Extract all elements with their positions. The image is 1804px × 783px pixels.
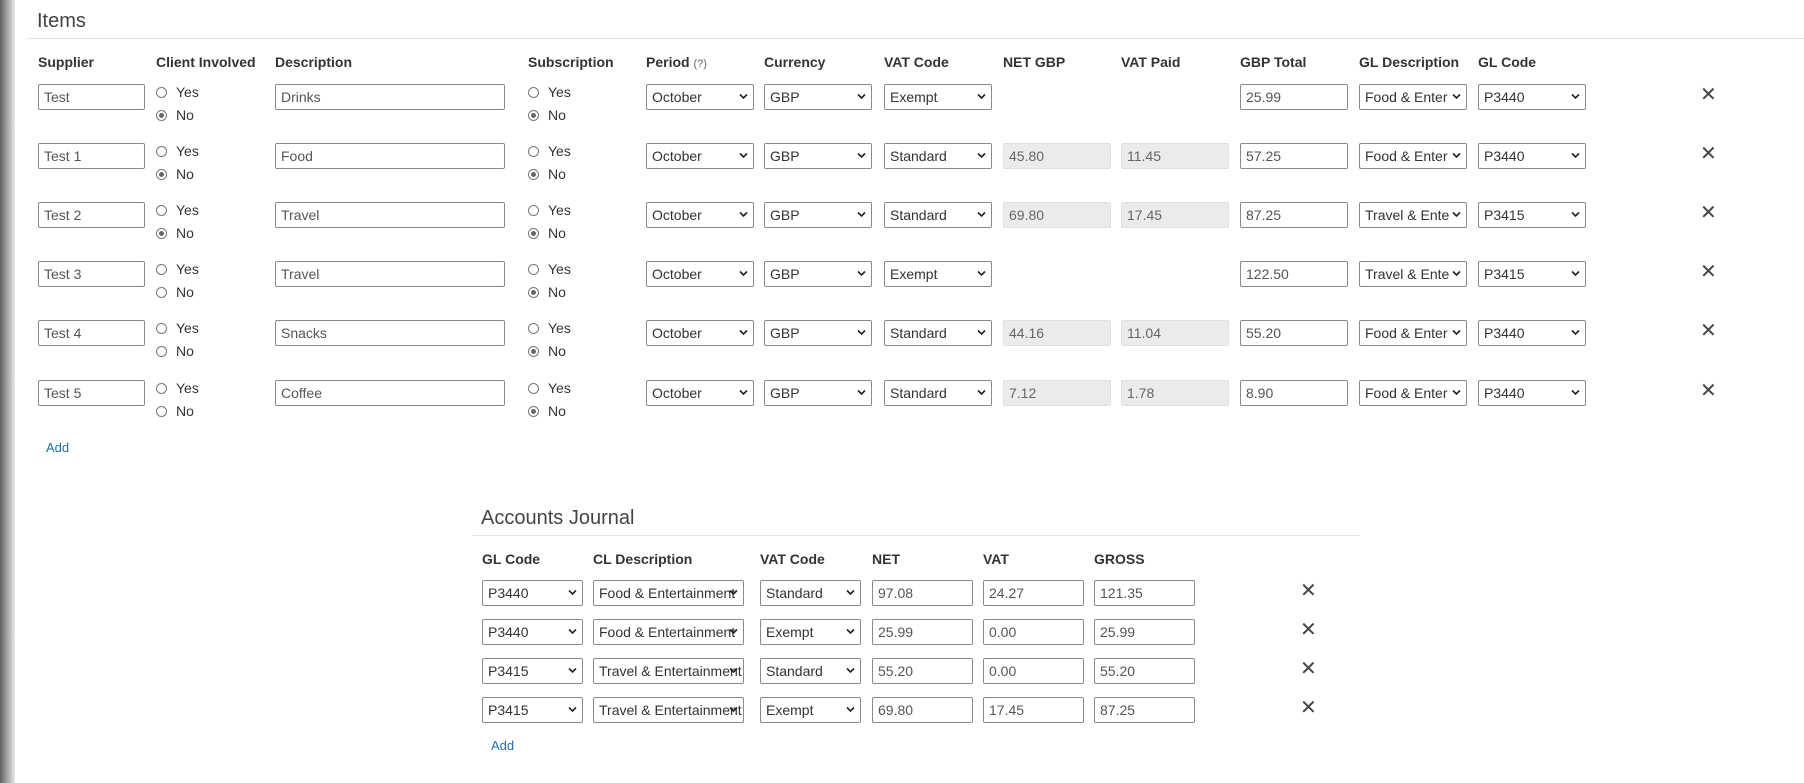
journal-cl-description-select[interactable] <box>593 619 744 645</box>
journal-vat-input[interactable]: 0.00 <box>983 658 1084 684</box>
gl-code-select-value: P3440 <box>1484 148 1525 164</box>
client-involved-radio-yes[interactable] <box>156 84 199 100</box>
radio-label: No <box>176 225 194 241</box>
radio-label: Yes <box>176 202 199 218</box>
client-involved-radio-no[interactable] <box>156 403 194 419</box>
col-period-label: Period <box>646 54 690 70</box>
col-net-gbp: NET GBP <box>1003 54 1066 70</box>
radio-button[interactable] <box>156 205 167 216</box>
gl-code-select[interactable] <box>1478 380 1586 406</box>
gl-description-select[interactable] <box>1359 84 1467 110</box>
gl-code-select-value: P3440 <box>1484 89 1525 105</box>
chevron-down-icon <box>1452 211 1461 218</box>
net-gbp-field[interactable]: 7.12 <box>1003 380 1111 406</box>
journal-vat-code-select[interactable] <box>760 580 861 606</box>
radio-button[interactable] <box>156 228 167 239</box>
journal-vat-input[interactable]: 24.27 <box>983 580 1084 606</box>
radio-label: No <box>176 284 194 300</box>
description-input[interactable]: Snacks <box>275 320 505 346</box>
currency-select[interactable] <box>764 202 872 228</box>
journal-gl-code-select-value: P3440 <box>488 585 529 601</box>
radio-button[interactable] <box>528 146 539 157</box>
journal-vat-input[interactable]: 0.00 <box>983 619 1084 645</box>
journal-vat-code-select[interactable] <box>760 658 861 684</box>
client-involved-radio-no[interactable] <box>156 225 194 241</box>
subscription-radio-yes[interactable] <box>528 380 571 396</box>
gbp-total-input[interactable]: 57.25 <box>1240 143 1348 169</box>
radio-label: Yes <box>548 202 571 218</box>
subscription-radio-no[interactable] <box>528 107 566 123</box>
chevron-down-icon <box>739 93 748 100</box>
gl-description-select[interactable] <box>1359 261 1467 287</box>
vat-code-select[interactable] <box>884 202 992 228</box>
vat-code-select-value: Standard <box>890 385 947 401</box>
currency-select-value: GBP <box>770 207 800 223</box>
chevron-down-icon <box>729 628 738 635</box>
net-gbp-field[interactable]: 45.80 <box>1003 143 1111 169</box>
currency-select-value: GBP <box>770 148 800 164</box>
chevron-down-icon <box>1452 152 1461 159</box>
subscription-radio-yes[interactable] <box>528 84 571 100</box>
vat-code-select[interactable] <box>884 261 992 287</box>
currency-select[interactable] <box>764 261 872 287</box>
chevron-down-icon <box>857 329 866 336</box>
period-select[interactable] <box>646 143 754 169</box>
gl-description-select-value: Food & Enter <box>1365 148 1448 164</box>
radio-button[interactable] <box>528 383 539 394</box>
radio-label: No <box>548 166 566 182</box>
chevron-down-icon <box>857 211 866 218</box>
journal-net-input[interactable]: 97.08 <box>872 580 973 606</box>
remove-journal-row-close-icon[interactable]: ✕ <box>1300 697 1317 719</box>
supplier-input[interactable]: Test 2 <box>38 202 145 228</box>
client-involved-radio-no[interactable] <box>156 166 194 182</box>
col-vat-paid: VAT Paid <box>1121 54 1181 70</box>
subscription-radio-yes[interactable] <box>528 320 571 336</box>
currency-select-value: GBP <box>770 266 800 282</box>
chevron-down-icon <box>568 589 577 596</box>
chevron-down-icon <box>977 152 986 159</box>
radio-button[interactable] <box>156 287 167 298</box>
col-gl-description: GL Description <box>1359 54 1460 70</box>
col-supplier: Supplier <box>38 54 95 70</box>
chevron-down-icon <box>977 93 986 100</box>
period-select[interactable] <box>646 380 754 406</box>
period-select-value: October <box>652 148 702 164</box>
journal-gl-code-select-value: P3440 <box>488 624 529 640</box>
chevron-down-icon <box>729 667 738 674</box>
journal-section-title: Accounts Journal <box>481 507 635 529</box>
col-subscription: Subscription <box>528 54 614 70</box>
gl-description-select[interactable] <box>1359 380 1467 406</box>
chevron-down-icon <box>568 667 577 674</box>
radio-button[interactable] <box>528 346 539 357</box>
remove-row-close-icon[interactable]: ✕ <box>1700 320 1717 342</box>
vat-code-select-value: Standard <box>890 148 947 164</box>
journal-vat-code-select[interactable] <box>760 619 861 645</box>
chevron-down-icon <box>739 270 748 277</box>
journal-col-gl-code: GL Code <box>482 551 541 567</box>
chevron-down-icon <box>846 667 855 674</box>
radio-label: No <box>548 403 566 419</box>
period-select-value: October <box>652 325 702 341</box>
currency-select-value: GBP <box>770 89 800 105</box>
period-select[interactable] <box>646 84 754 110</box>
radio-button[interactable] <box>156 110 167 121</box>
chevron-down-icon <box>729 706 738 713</box>
vat-paid-field[interactable]: 11.04 <box>1121 320 1229 346</box>
vat-code-select-value: Exempt <box>890 89 938 105</box>
chevron-down-icon <box>1452 329 1461 336</box>
radio-button[interactable] <box>528 205 539 216</box>
journal-vat-code-select[interactable] <box>760 697 861 723</box>
journal-gl-code-select[interactable] <box>482 697 583 723</box>
chevron-down-icon <box>846 628 855 635</box>
chevron-down-icon <box>1452 93 1461 100</box>
period-select-value: October <box>652 385 702 401</box>
radio-label: No <box>548 284 566 300</box>
subscription-radio-yes[interactable] <box>528 143 571 159</box>
journal-gross-input[interactable]: 55.20 <box>1094 658 1195 684</box>
period-help-hint[interactable]: (?) <box>693 58 707 70</box>
chevron-down-icon <box>857 152 866 159</box>
radio-button[interactable] <box>156 406 167 417</box>
gl-description-select[interactable] <box>1359 143 1467 169</box>
chevron-down-icon <box>739 329 748 336</box>
remove-row-close-icon[interactable]: ✕ <box>1700 143 1717 165</box>
period-select[interactable] <box>646 320 754 346</box>
journal-cl-description-select-value: Food & Entertainment <box>599 585 736 601</box>
chevron-down-icon <box>1571 270 1580 277</box>
remove-row-close-icon[interactable]: ✕ <box>1700 261 1717 283</box>
radio-button[interactable] <box>528 323 539 334</box>
items-add-link[interactable]: Add <box>46 440 70 455</box>
radio-button[interactable] <box>528 228 539 239</box>
vat-code-select[interactable] <box>884 143 992 169</box>
chevron-down-icon <box>977 270 986 277</box>
radio-button[interactable] <box>528 287 539 298</box>
chevron-down-icon <box>846 706 855 713</box>
radio-label: No <box>176 403 194 419</box>
radio-label: Yes <box>176 261 199 277</box>
radio-label: Yes <box>548 261 571 277</box>
journal-gl-code-select[interactable] <box>482 658 583 684</box>
chevron-down-icon <box>977 389 986 396</box>
chevron-down-icon <box>568 706 577 713</box>
gl-code-select-value: P3440 <box>1484 385 1525 401</box>
currency-select[interactable] <box>764 143 872 169</box>
journal-vat-code-select-value: Standard <box>766 585 823 601</box>
journal-col-vat-code: VAT Code <box>760 551 825 567</box>
radio-button[interactable] <box>156 264 167 275</box>
gl-description-select-value: Food & Enter <box>1365 325 1448 341</box>
journal-gl-code-select[interactable] <box>482 580 583 606</box>
gl-code-select[interactable] <box>1478 261 1586 287</box>
gbp-total-input[interactable]: 55.20 <box>1240 320 1348 346</box>
client-involved-radio-yes[interactable] <box>156 380 199 396</box>
col-gl-code: GL Code <box>1478 54 1537 70</box>
journal-vat-code-select-value: Standard <box>766 663 823 679</box>
vat-paid-field[interactable]: 11.45 <box>1121 143 1229 169</box>
gl-description-select-value: Food & Enter <box>1365 385 1448 401</box>
gbp-total-input[interactable]: 122.50 <box>1240 261 1348 287</box>
remove-journal-row-close-icon[interactable]: ✕ <box>1300 619 1317 641</box>
client-involved-radio-no[interactable] <box>156 107 194 123</box>
journal-col-cl-description: CL Description <box>593 551 693 567</box>
subscription-radio-yes[interactable] <box>528 202 571 218</box>
items-section-title: Items <box>37 10 86 32</box>
radio-button[interactable] <box>156 383 167 394</box>
radio-button[interactable] <box>528 110 539 121</box>
col-client-involved: Client Involved <box>156 54 256 70</box>
chevron-down-icon <box>1571 93 1580 100</box>
radio-label: Yes <box>176 380 199 396</box>
currency-select[interactable] <box>764 84 872 110</box>
journal-col-net: NET <box>872 551 900 567</box>
journal-gl-code-select[interactable] <box>482 619 583 645</box>
chevron-down-icon <box>1452 270 1461 277</box>
chevron-down-icon <box>568 628 577 635</box>
vat-code-select[interactable] <box>884 84 992 110</box>
vat-code-select-value: Standard <box>890 207 947 223</box>
currency-select[interactable] <box>764 320 872 346</box>
gl-description-select-value: Travel & Ente <box>1365 266 1450 282</box>
chevron-down-icon <box>1452 389 1461 396</box>
description-input[interactable]: Food <box>275 143 505 169</box>
gl-code-select[interactable] <box>1478 84 1586 110</box>
supplier-input[interactable]: Test 4 <box>38 320 145 346</box>
chevron-down-icon <box>1571 152 1580 159</box>
description-input[interactable]: Travel <box>275 202 505 228</box>
radio-button[interactable] <box>156 323 167 334</box>
radio-label: No <box>176 343 194 359</box>
radio-label: Yes <box>548 84 571 100</box>
gl-description-select-value: Food & Enter <box>1365 89 1448 105</box>
journal-cl-description-select[interactable] <box>593 658 744 684</box>
radio-button[interactable] <box>528 169 539 180</box>
client-involved-radio-no[interactable] <box>156 343 194 359</box>
vat-code-select-value: Exempt <box>890 266 938 282</box>
journal-cl-description-select-value: Travel & Entertainment <box>599 702 742 718</box>
radio-button[interactable] <box>156 346 167 357</box>
journal-vat-input[interactable]: 17.45 <box>983 697 1084 723</box>
radio-button[interactable] <box>528 87 539 98</box>
subscription-radio-no[interactable] <box>528 166 566 182</box>
gl-code-select[interactable] <box>1478 143 1586 169</box>
gl-description-select[interactable] <box>1359 320 1467 346</box>
vat-code-select[interactable] <box>884 380 992 406</box>
description-input[interactable]: Coffee <box>275 380 505 406</box>
gl-code-select-value: P3415 <box>1484 207 1525 223</box>
col-gbp-total: GBP Total <box>1240 54 1307 70</box>
period-select-value: October <box>652 266 702 282</box>
period-select[interactable] <box>646 202 754 228</box>
chevron-down-icon <box>739 211 748 218</box>
radio-label: No <box>176 107 194 123</box>
subscription-radio-no[interactable] <box>528 403 566 419</box>
currency-select-value: GBP <box>770 385 800 401</box>
journal-cl-description-select[interactable] <box>593 580 744 606</box>
vat-paid-field[interactable]: 1.78 <box>1121 380 1229 406</box>
client-involved-radio-yes[interactable] <box>156 143 199 159</box>
supplier-input[interactable]: Test 5 <box>38 380 145 406</box>
remove-journal-row-close-icon[interactable]: ✕ <box>1300 580 1317 602</box>
currency-select-value: GBP <box>770 325 800 341</box>
subscription-radio-no[interactable] <box>528 343 566 359</box>
chevron-down-icon <box>1571 389 1580 396</box>
subscription-radio-yes[interactable] <box>528 261 571 277</box>
journal-gross-input[interactable]: 25.99 <box>1094 619 1195 645</box>
supplier-input[interactable]: Test 3 <box>38 261 145 287</box>
chevron-down-icon <box>846 589 855 596</box>
radio-label: No <box>548 107 566 123</box>
journal-col-vat: VAT <box>983 551 1009 567</box>
journal-cl-description-select-value: Food & Entertainment <box>599 624 736 640</box>
journal-add-link[interactable]: Add <box>491 738 515 753</box>
gl-code-select[interactable] <box>1478 320 1586 346</box>
client-involved-radio-no[interactable] <box>156 284 194 300</box>
journal-vat-code-select-value: Exempt <box>766 624 814 640</box>
period-select[interactable] <box>646 261 754 287</box>
gl-description-select[interactable] <box>1359 202 1467 228</box>
radio-label: Yes <box>548 380 571 396</box>
chevron-down-icon <box>857 389 866 396</box>
radio-label: No <box>548 343 566 359</box>
journal-cl-description-select-value: Travel & Entertainment <box>599 663 742 679</box>
subscription-radio-no[interactable] <box>528 284 566 300</box>
supplier-input[interactable]: Test 1 <box>38 143 145 169</box>
col-vat-code: VAT Code <box>884 54 949 70</box>
journal-gross-input[interactable]: 87.25 <box>1094 697 1195 723</box>
radio-label: Yes <box>176 143 199 159</box>
currency-select[interactable] <box>764 380 872 406</box>
radio-label: Yes <box>548 143 571 159</box>
gbp-total-input[interactable]: 25.99 <box>1240 84 1348 110</box>
period-select-value: October <box>652 89 702 105</box>
window-edge-shadow <box>0 0 15 783</box>
journal-gl-code-select-value: P3415 <box>488 702 529 718</box>
vat-code-select[interactable] <box>884 320 992 346</box>
chevron-down-icon <box>1571 329 1580 336</box>
client-involved-radio-yes[interactable] <box>156 202 199 218</box>
radio-label: No <box>548 225 566 241</box>
gl-code-select-value: P3440 <box>1484 325 1525 341</box>
period-select-value: October <box>652 207 702 223</box>
radio-label: Yes <box>548 320 571 336</box>
journal-vat-code-select-value: Exempt <box>766 702 814 718</box>
remove-row-close-icon[interactable]: ✕ <box>1700 202 1717 224</box>
chevron-down-icon <box>977 329 986 336</box>
radio-button[interactable] <box>528 264 539 275</box>
remove-row-close-icon[interactable]: ✕ <box>1700 84 1717 106</box>
net-gbp-field[interactable]: 44.16 <box>1003 320 1111 346</box>
journal-cl-description-select[interactable] <box>593 697 744 723</box>
journal-gl-code-select-value: P3415 <box>488 663 529 679</box>
gl-description-select-value: Travel & Ente <box>1365 207 1450 223</box>
remove-row-close-icon[interactable]: ✕ <box>1700 380 1717 402</box>
net-gbp-field[interactable]: 69.80 <box>1003 202 1111 228</box>
chevron-down-icon <box>857 270 866 277</box>
radio-button[interactable] <box>528 406 539 417</box>
radio-label: Yes <box>176 320 199 336</box>
radio-button[interactable] <box>156 169 167 180</box>
chevron-down-icon <box>857 93 866 100</box>
chevron-down-icon <box>739 152 748 159</box>
client-involved-radio-yes[interactable] <box>156 261 199 277</box>
supplier-input[interactable]: Test <box>38 84 145 110</box>
vat-paid-field[interactable]: 17.45 <box>1121 202 1229 228</box>
chevron-down-icon <box>1571 211 1580 218</box>
radio-button[interactable] <box>156 146 167 157</box>
remove-journal-row-close-icon[interactable]: ✕ <box>1300 658 1317 680</box>
col-description: Description <box>275 54 353 70</box>
journal-gross-input[interactable]: 121.35 <box>1094 580 1195 606</box>
chevron-down-icon <box>729 589 738 596</box>
journal-net-input[interactable]: 69.80 <box>872 697 973 723</box>
description-input[interactable]: Travel <box>275 261 505 287</box>
gbp-total-input[interactable]: 87.25 <box>1240 202 1348 228</box>
journal-net-input[interactable]: 25.99 <box>872 619 973 645</box>
radio-label: No <box>176 166 194 182</box>
client-involved-radio-yes[interactable] <box>156 320 199 336</box>
items-divider <box>27 38 1804 39</box>
gbp-total-input[interactable]: 8.90 <box>1240 380 1348 406</box>
chevron-down-icon <box>739 389 748 396</box>
journal-net-input[interactable]: 55.20 <box>872 658 973 684</box>
subscription-radio-no[interactable] <box>528 225 566 241</box>
col-period <box>646 54 707 70</box>
radio-button[interactable] <box>156 87 167 98</box>
vat-code-select-value: Standard <box>890 325 947 341</box>
gl-code-select[interactable] <box>1478 202 1586 228</box>
col-currency: Currency <box>764 54 826 70</box>
journal-divider <box>472 535 1360 536</box>
radio-label: Yes <box>176 84 199 100</box>
description-input[interactable]: Drinks <box>275 84 505 110</box>
journal-col-gross: GROSS <box>1094 551 1145 567</box>
chevron-down-icon <box>977 211 986 218</box>
gl-code-select-value: P3415 <box>1484 266 1525 282</box>
